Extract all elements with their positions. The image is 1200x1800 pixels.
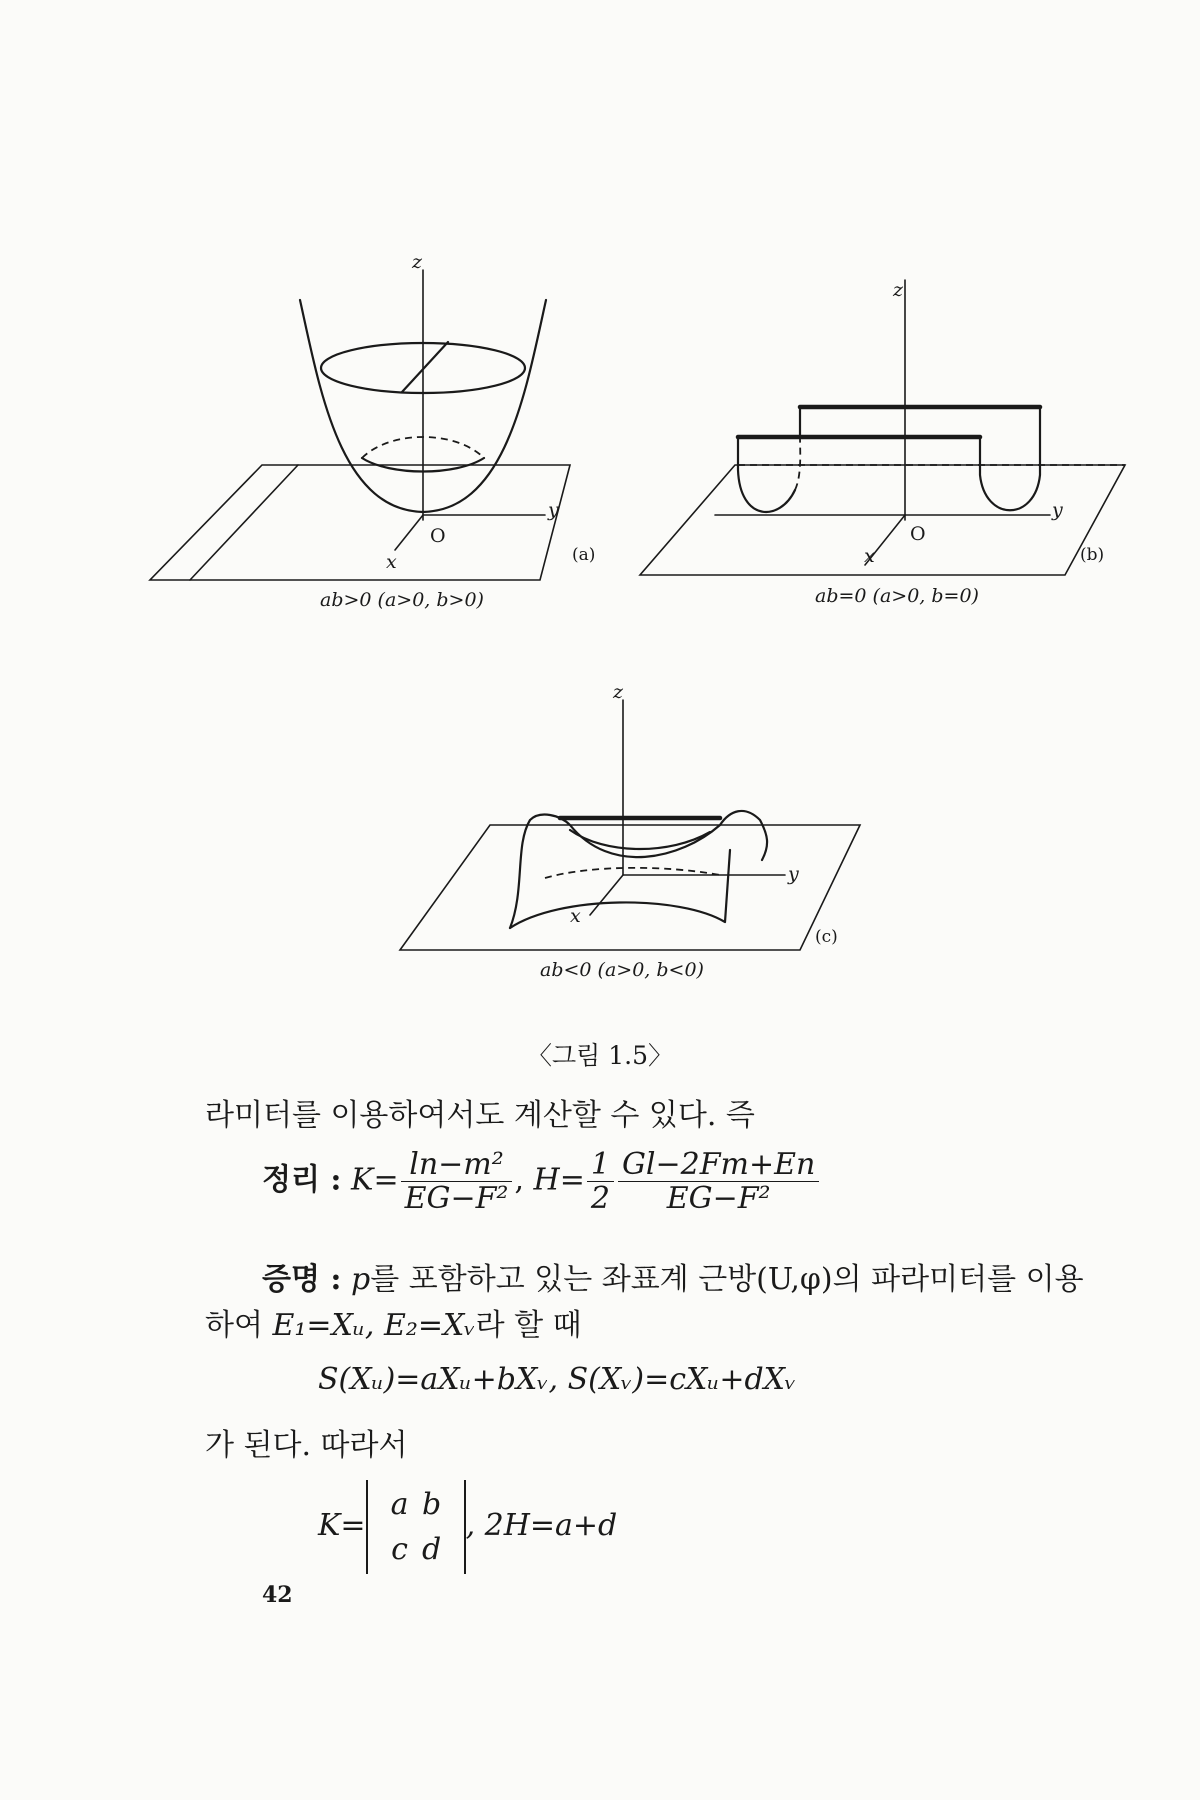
saddle-front-c [510,850,730,928]
proof-line-1 [262,1254,1084,1298]
caption-b: ab=0 (a>0, b=0) [815,585,979,607]
theorem-H-num: Gl−2Fm+En [618,1148,819,1182]
proof-math-2: E₁=Xᵤ, E₂=Xᵥ [272,1308,476,1343]
det-d: d [421,1532,442,1567]
proof-line-2 [205,1300,582,1344]
final-K: K= [318,1508,366,1543]
x-label-c: x [570,905,581,927]
y-label-b: y [1052,499,1063,521]
saddle-hidden-c [545,868,720,878]
x-axis-a [395,515,423,550]
figure-title: 〈그림 1.5〉 [526,1041,673,1070]
theorem-K-fraction [401,1148,513,1215]
theorem-K: K= [351,1162,399,1198]
final-rest: , 2H=a+d [465,1508,618,1543]
caption-a: ab>0 (a>0, b>0) [320,589,484,611]
tag-c: (c) [815,927,838,947]
x-axis-c [590,875,623,915]
proof-p: p [351,1262,371,1297]
z-label-c: z [613,681,624,703]
theorem-H: H= [533,1162,585,1198]
theorem-half-num: 1 [587,1148,614,1182]
proof-text-1: 를 포함하고 있는 좌표계 근방(U,φ)의 파라미터를 이용 [370,1262,1084,1297]
origin-label-a: O [430,525,446,547]
determinant [366,1480,466,1574]
theorem-H-fraction [618,1148,819,1215]
theorem-line [262,1148,821,1215]
cylinder-hidden-b [795,437,800,490]
figure-a [150,250,620,620]
theorem-comma: , [514,1162,524,1198]
theorem-K-den: EG−F² [404,1181,509,1216]
theorem-H-den: EG−F² [666,1181,771,1216]
cylinder-right-trough-b [980,407,1040,510]
plane-c [400,825,860,950]
plane-a [150,465,570,580]
y-label-a: y [548,499,559,521]
det-b: b [421,1487,442,1522]
theorem-K-num: ln−m² [401,1148,513,1182]
theorem-half [587,1148,614,1215]
theorem-label: 정리 : [262,1162,342,1198]
det-a: a [390,1487,409,1522]
tag-a: (a) [572,545,596,565]
cylinder-left-trough-b [738,437,795,512]
figure-c [400,680,870,1000]
theorem-half-den: 2 [590,1181,610,1216]
x-label-a: x [386,551,397,573]
z-label-b: z [893,279,904,301]
x-label-b: x [864,545,875,567]
final-equation [318,1480,617,1574]
page-number: 42 [262,1582,293,1608]
equation-S: S(Xᵤ)=aXᵤ+bXᵥ, S(Xᵥ)=cXᵤ+dXᵥ [318,1362,797,1397]
figure-b [640,250,1130,620]
tag-b: (b) [1080,545,1105,565]
paraboloid-diameter-a [402,342,448,392]
origin-label-b: O [910,523,926,545]
proof-text-2b: 라 할 때 [475,1308,582,1343]
proof-text-2a: 하여 [205,1308,273,1343]
caption-c: ab<0 (a>0, b<0) [540,959,704,981]
z-label-a: z [412,251,423,273]
det-c: c [391,1532,408,1567]
text-becomes: 가 된다. 따라서 [205,1428,408,1463]
text-line-1: 라미터를 이용하여서도 계산할 수 있다. 즉 [205,1098,755,1133]
y-label-c: y [788,863,799,885]
proof-label: 증명 : [262,1262,342,1297]
